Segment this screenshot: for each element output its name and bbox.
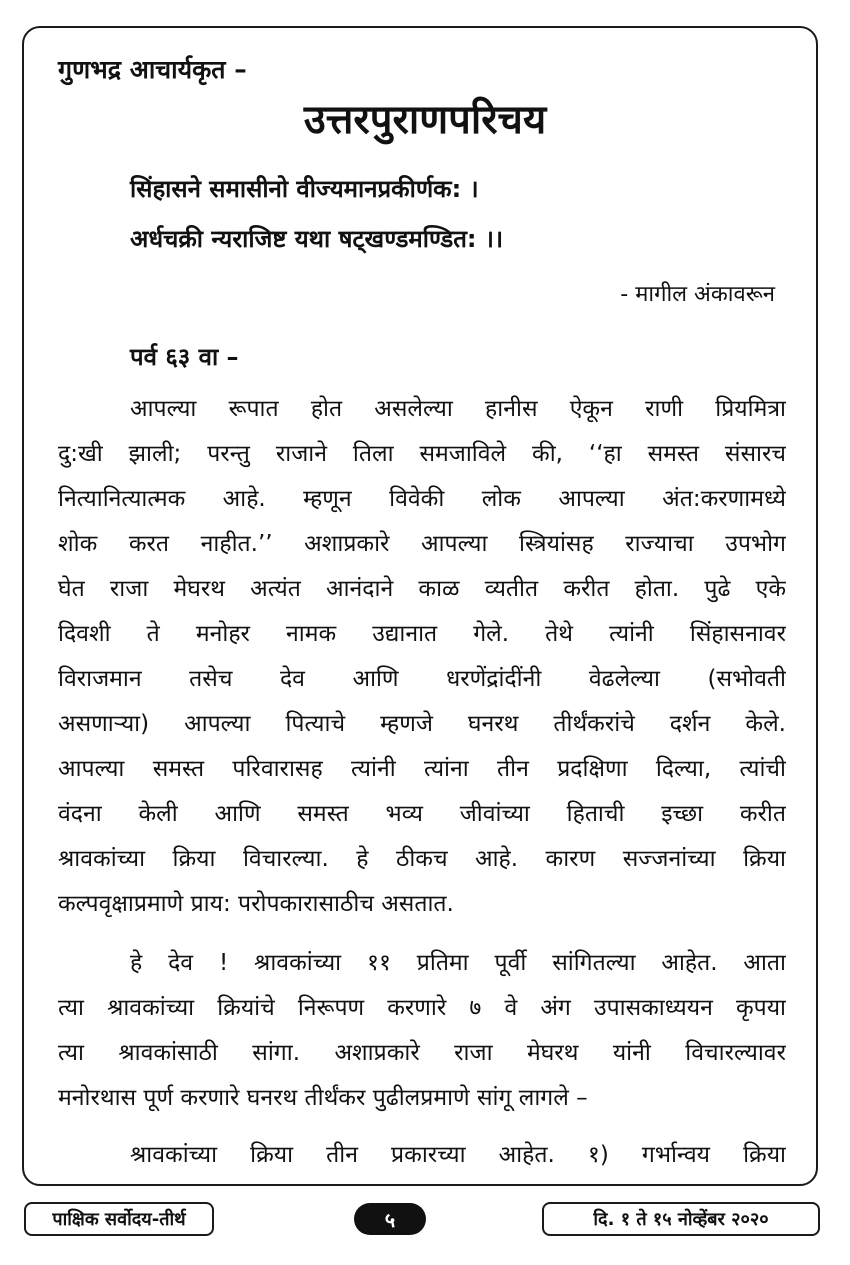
paragraph-2-line: त्या श्रावकांच्या क्रियांचे निरूपण करणारे ७ वे अंग उपासकाध्ययन कृपया	[58, 995, 786, 1021]
issue-date: दि. १ ते १५ नोव्हेंबर २०२०	[542, 1202, 820, 1236]
paragraph-1-line: कल्पवृक्षाप्रमाणे प्राय: परोपकारासाठीच असतात.	[58, 891, 454, 917]
paragraph-2-line: मनोरथास पूर्ण करणारे घनरथ तीर्थंकर पुढीलप्रमाणे सांगू लागले –	[58, 1085, 588, 1111]
page-number: ५	[354, 1203, 426, 1235]
paragraph-1-line: घेत राजा मेघरथ अत्यंत आनंदाने काळ व्यतीत करीत होता. पुढे एके	[58, 576, 786, 602]
shloka-source: - मागील अंकावरून	[620, 282, 775, 307]
paragraph-1-line: श्रावकांच्या क्रिया विचारल्या. हे ठीकच आहे. कारण सज्जनांच्या क्रिया	[58, 846, 786, 872]
paragraph-2-line: त्या श्रावकांसाठी सांगा. अशाप्रकारे राजा मेघरथ यांनी विचारल्यावर	[58, 1040, 786, 1066]
paragraph-1-line: दिवशी ते मनोहर नामक उद्यानात गेले. तेथे त्यांनी सिंहासनावर	[58, 621, 786, 647]
section-heading: पर्व ६३ वा –	[130, 343, 239, 371]
paragraph-3-line: श्रावकांच्या क्रिया तीन प्रकारच्या आहेत. १) गर्भान्वय क्रिया	[130, 1142, 786, 1168]
publication-name: पाक्षिक सर्वोदय-तीर्थ	[24, 1202, 214, 1236]
page-title: उत्तरपुराणपरिचय	[303, 97, 547, 143]
paragraph-1-line: आपल्या रूपात होत असलेल्या हानीस ऐकून राणी प्रियमित्रा	[130, 396, 786, 422]
paragraph-2-line: हे देव ! श्रावकांच्या ११ प्रतिमा पूर्वी सांगितल्या आहेत. आता	[130, 950, 786, 976]
paragraph-1-line: वंदना केली आणि समस्त भव्य जीवांच्या हिताची इच्छा करीत	[58, 801, 786, 827]
shloka-line-2: अर्धचक्री न्यराजिष्ट यथा षट्खण्डमण्डित: ।।	[130, 225, 504, 253]
paragraph-1-line: आपल्या समस्त परिवारासह त्यांनी त्यांना तीन प्रदक्षिणा दिल्या, त्यांची	[58, 756, 786, 782]
author-line: गुणभद्र आचार्यकृत –	[58, 55, 247, 84]
paragraph-1-line: असणाऱ्या) आपल्या पित्याचे म्हणजे घनरथ तीर्थंकरांचे दर्शन केले.	[58, 711, 786, 737]
paragraph-1-line: विराजमान तसेच देव आणि धरणेंद्रांदींनी वेढलेल्या (सभोवती	[58, 666, 786, 692]
paragraph-1-line: दु:खी झाली; परन्तु राजाने तिला समजाविले की, ‘‘हा समस्त संसारच	[58, 441, 786, 467]
paragraph-1-line: शोक करत नाहीत.’’ अशाप्रकारे आपल्या स्त्रियांसह राज्याचा उपभोग	[58, 531, 786, 557]
paragraph-1-line: नित्यानित्यात्मक आहे. म्हणून विवेकी लोक आपल्या अंत:करणामध्ये	[58, 486, 786, 512]
shloka-line-1: सिंहासने समासीनो वीज्यमानप्रकीर्णक: ।	[130, 175, 479, 203]
